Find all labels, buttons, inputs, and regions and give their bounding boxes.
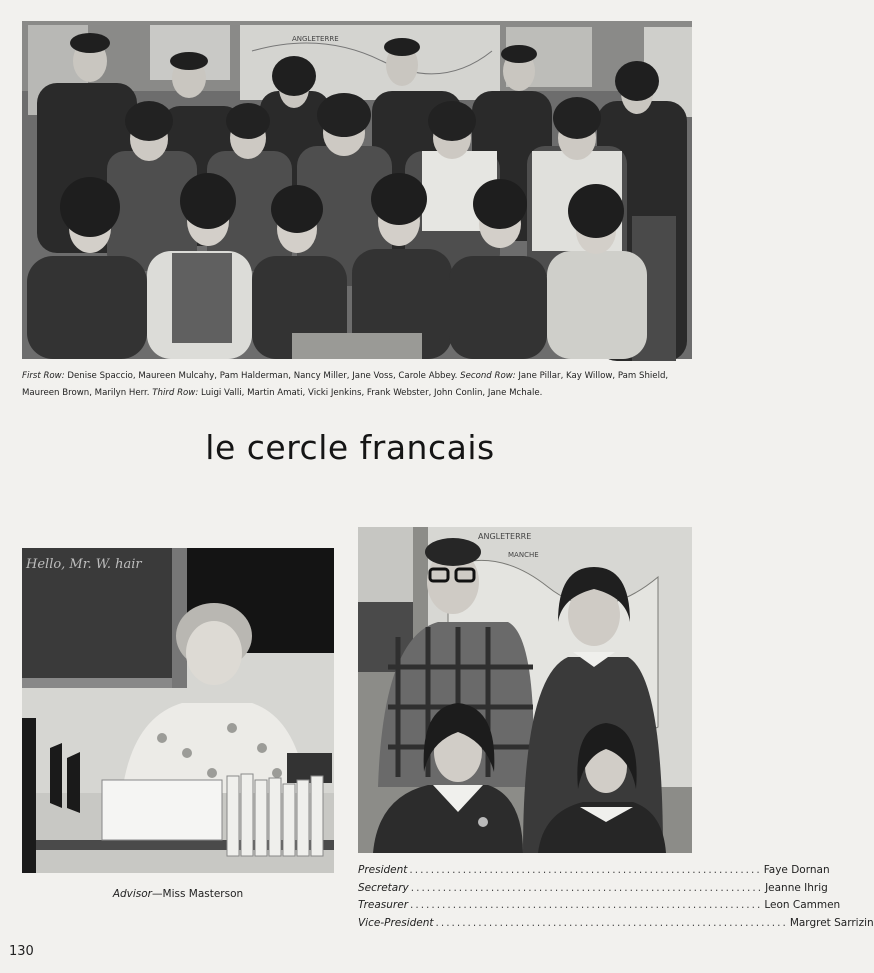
officers-photo bbox=[358, 527, 692, 853]
page-title: le cercle francais bbox=[205, 428, 495, 467]
advisor-role: Advisor bbox=[112, 888, 153, 900]
second-row-names: Jane Pillar, Kay Willow, Pam Shield, bbox=[518, 371, 669, 381]
officer-row bbox=[358, 899, 841, 917]
officer-role: Treasurer bbox=[358, 899, 409, 911]
blackboard-text: Hello, Mr. W. hair bbox=[26, 557, 142, 572]
third-row-names: Luigi Valli, Martin Amati, Vicki Jenkins, Frank Webster, John Conlin, Jane Mchale. bbox=[200, 388, 543, 398]
group-photo-image bbox=[22, 21, 692, 359]
leader-dots: .................................................................. bbox=[410, 881, 764, 894]
officers-photo-image bbox=[358, 527, 692, 853]
officers-map-label: ANGLETERRE bbox=[478, 532, 532, 541]
officers-map-sublabel: MANCHE bbox=[508, 551, 539, 559]
group-map-label: ANGLETERRE bbox=[292, 35, 339, 43]
officer-name: Faye Dornan bbox=[763, 864, 830, 876]
caption-line-2 bbox=[22, 385, 682, 402]
first-row-names: Denise Spaccio, Maureen Mulcahy, Pam Halderman, Nancy Miller, Jane Voss, Carole Abbey. bbox=[67, 371, 458, 381]
third-row-label: Third Row: bbox=[152, 388, 199, 398]
officer-name: Jeanne Ihrig bbox=[765, 881, 828, 894]
group-photo-caption bbox=[22, 368, 682, 402]
leader-dots: .................................................................. bbox=[435, 916, 788, 929]
page-number: 130 bbox=[9, 944, 34, 959]
officers-list bbox=[358, 864, 874, 934]
first-row-label: First Row: bbox=[22, 371, 65, 381]
advisor-photo bbox=[22, 548, 334, 873]
leader-dots: .................................................................. bbox=[410, 899, 763, 911]
officer-row bbox=[358, 916, 874, 935]
officer-row bbox=[358, 881, 828, 900]
second-row-label: Second Row: bbox=[460, 371, 516, 381]
leader-dots: .................................................................. bbox=[409, 864, 762, 876]
officer-role: Vice-President bbox=[358, 916, 434, 929]
advisor-caption bbox=[22, 888, 334, 900]
officer-row bbox=[358, 864, 830, 882]
second-row-names-cont: Maureen Brown, Marilyn Herr. bbox=[22, 388, 150, 398]
caption-line-1 bbox=[22, 368, 682, 385]
officer-name: Leon Cammen bbox=[764, 899, 841, 911]
advisor-separator: — bbox=[152, 888, 163, 900]
advisor-name: Miss Masterson bbox=[162, 888, 244, 900]
officer-role: Secretary bbox=[358, 881, 409, 894]
officer-role: President bbox=[358, 864, 408, 876]
officer-name: Margret Sarrizin bbox=[789, 916, 874, 929]
advisor-photo-image bbox=[22, 548, 334, 873]
group-photo bbox=[22, 21, 692, 359]
